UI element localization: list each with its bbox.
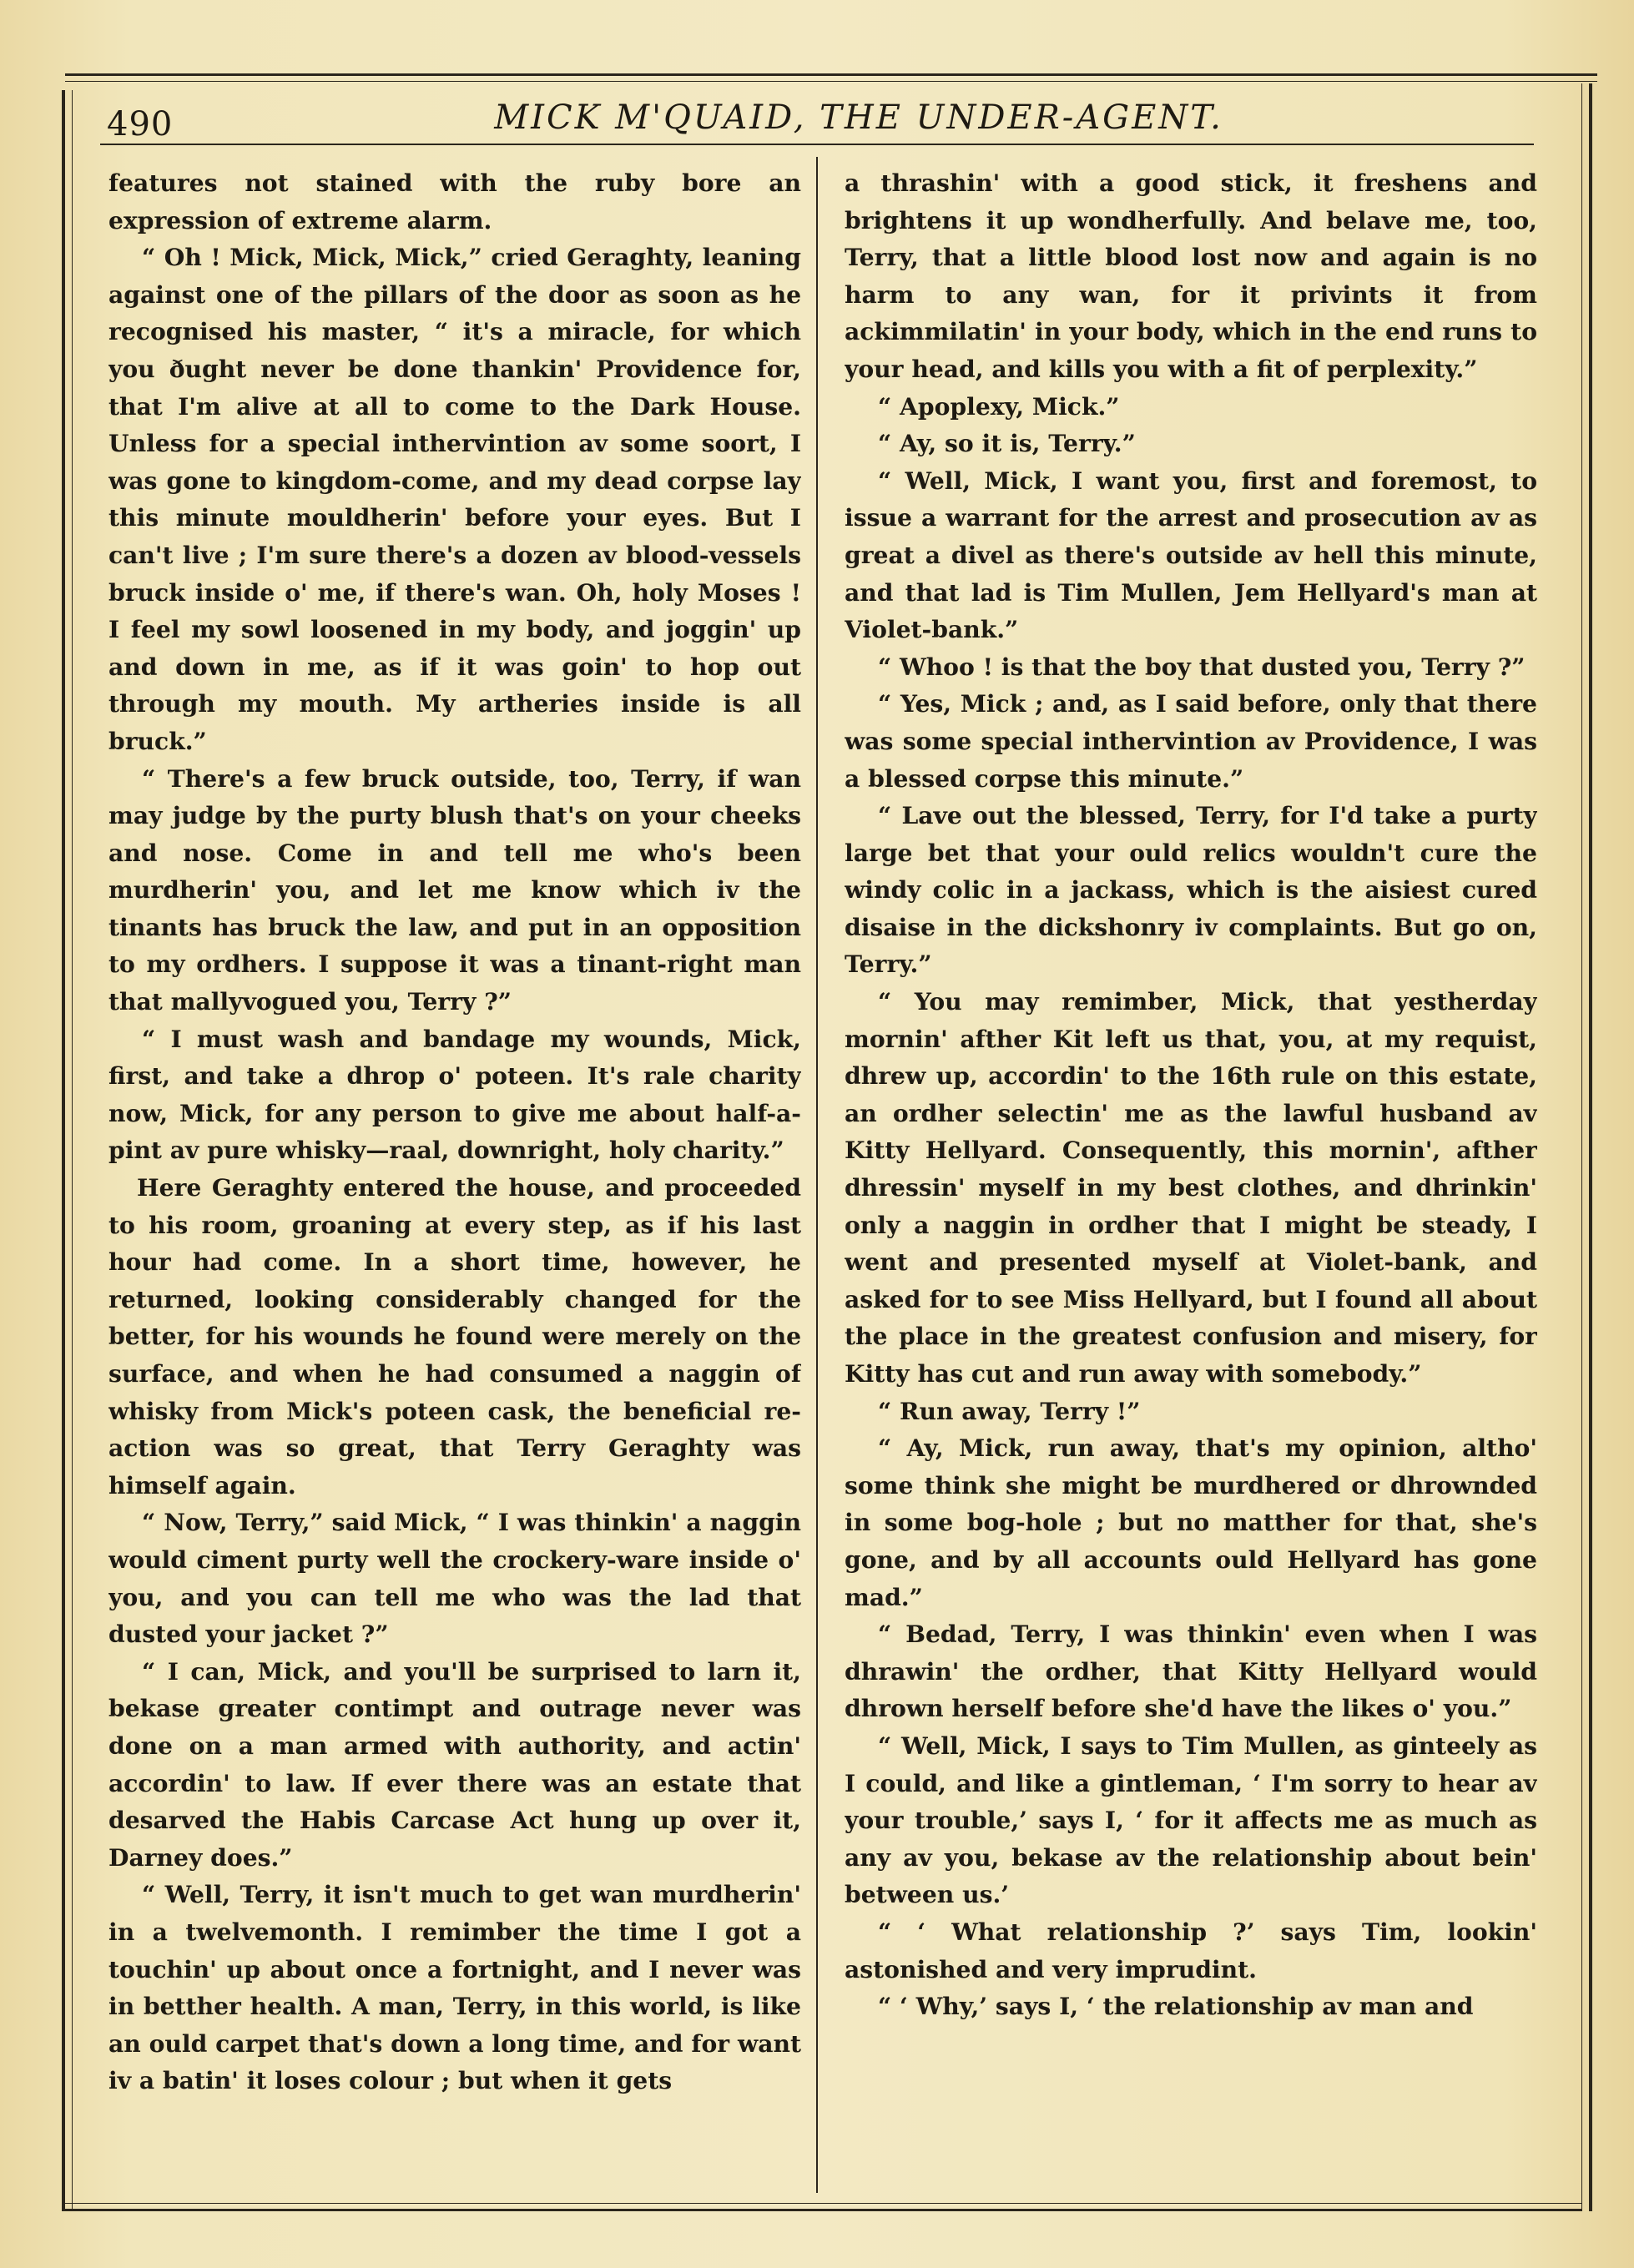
bottom-border-rule [65, 2203, 1582, 2211]
column-divider [816, 157, 818, 2193]
left-border-rule [62, 90, 73, 2211]
paragraph: “ Lave out the blessed, Terry, for I'd take a purty large bet that your ould relics wouldn't cure the windy colic in a jackass, which is the aisiest cured disaise in the dickshonry iv complaints. But go on, Terry.” [845, 802, 1537, 979]
paragraph: Here Geraghty entered the house, and proceeded to his room, groaning at every step, as if his last hour had come. In a short time, however, he returned, looking considerably changed for the better, for his wounds he found were merely on the surface, and when he had consumed a naggin of whisky from Mick's poteen cask, the beneficial re-action was so great, that Terry Geraghty was himself again. [108, 1174, 801, 1499]
paragraph: “ There's a few bruck outside, too, Terry, if wan may judge by the purty blush that's on your cheeks and nose. Come in and tell me who's been murdherin' you, and let me know which iv the tinants has bruck the law, and put in an opposition to my ordhers. I suppose it was a tinant-right man that mallyvogued you, Terry ?” [108, 764, 801, 1016]
paragraph: “ Yes, Mick ; and, as I said before, only that there was some special inthervintion av Providence, I was a blessed corpse this minute.” [845, 690, 1537, 793]
paragraph: a thrashin' with a good stick, it freshens and brightens it up wondherfully. And belave me, too, Terry, that a little blood lost now and again is no harm to any wan, for it privints it from ackimmilatin' in your body, which in the end runs to your head, and kills you with a fit of perplexity.” [845, 169, 1537, 383]
paragraph: “ ‘ What relationship ?’ says Tim, lookin' astonished and very imprudint. [845, 1918, 1537, 1983]
right-column [845, 165, 1537, 2193]
paragraph: “ Ay, so it is, Terry.” [878, 430, 1136, 458]
paragraph: features not stained with the ruby bore an expression of extreme alarm. [108, 169, 801, 234]
paragraph: “ Apoplexy, Mick.” [878, 392, 1120, 421]
paragraph: “ Well, Mick, I want you, first and foremost, to issue a warrant for the arrest and prosecution av as great a divel as there's outside av hell this minute, and that lad is Tim Mullen, Jem Hellyard's man at Violet-bank.” [845, 466, 1537, 644]
paragraph: “ Oh ! Mick, Mick, Mick,” cried Geraghty, leaning against one of the pillars of the door as soon as he recognised his master, “ it's a miracle, for which you ðught never be done thankin' Providence for, that I'm alive at all to come to the Dark House. Unless for a special inthervintion av some soort, I was gone to kingdom-come, and my dead corpse lay this minute mouldherin' before your eyes. But I can't live ; I'm sure there's a dozen av blood-vessels bruck inside o' me, if there's wan. Oh, holy Moses ! I feel my sowl loosened in my body, and joggin' up and down in me, as if it was goin' to hop out through my mouth. My artheries inside is all bruck.” [108, 244, 801, 755]
paragraph: “ I must wash and bandage my wounds, Mick, first, and take a dhrop o' poteen. It's rale charity now, Mick, for any person to give me about half-a-pint av pure whisky—raal, downright, holy charity.” [108, 1025, 801, 1165]
header-rule [100, 144, 1534, 145]
paragraph: “ I can, Mick, and you'll be surprised to larn it, bekase greater contimpt and outrage never was done on a man armed with authority, and actin' accordin' to law. If ever there was an estate that desarved the Habis Carcase Act hung up over it, Darney does.” [108, 1657, 801, 1872]
paragraph: “ ‘ Why,’ says I, ‘ the relationship av man and [878, 1993, 1474, 2021]
top-border-rule [65, 73, 1597, 82]
paragraph: “ Bedad, Terry, I was thinkin' even when I was dhrawin' the ordher, that Kitty Hellyard would dhrown herself before she'd have the likes o' you.” [845, 1620, 1537, 1723]
paragraph: “ Well, Terry, it isn't much to get wan murdherin' in a twelvemonth. I remimber the time I got a touchin' up about once a fortnight, and I never was in betther health. A man, Terry, in this world, is like an ould carpet that's down a long time, and for want iv a batin' it loses colour ; but when it gets [108, 1881, 801, 2095]
running-head: MICK M'QUAID, THE UNDER-AGENT. [494, 98, 1223, 137]
left-column [108, 165, 801, 2193]
right-border-rule [1581, 83, 1592, 2211]
paragraph: “ Whoo ! is that the boy that dusted you, Terry ?” [878, 653, 1526, 681]
paragraph: “ Now, Terry,” said Mick, “ I was thinkin' a naggin would ciment purty well the crockery-ware inside o' you, and you can tell me who was the lad that dusted your jacket ?” [108, 1509, 801, 1649]
paragraph: “ Ay, Mick, run away, that's my opinion, altho' some think she might be murdhered or dhrownded in some bog-hole ; but no matther for that, she's gone, and by all accounts ould Hellyard has gone mad.” [845, 1434, 1537, 1611]
paragraph: “ You may remimber, Mick, that yestherday mornin' afther Kit left us that, you, at my requist, dhrew up, accordin' to the 16th rule on this estate, an ordher selectin' me as the lawful husband av Kitty Hellyard. Consequently, this mornin', afther dhressin' myself in my best clothes, and dhrinkin' only a naggin in ordher that I might be steady, I went and presented myself at Violet-bank, and asked for to see Miss Hellyard, but I found all about the place in the greatest confusion and misery, for Kitty has cut and run away with somebody.” [845, 988, 1537, 1388]
paragraph: “ Run away, Terry !” [878, 1397, 1141, 1425]
paragraph: “ Well, Mick, I says to Tim Mullen, as ginteely as I could, and like a gintleman, ‘ I'm sorry to hear av your trouble,’ says I, ‘ for it affects me as much as any av you, bekase av the relationship about bein' between us.’ [845, 1731, 1537, 1909]
page-number: 490 [107, 105, 174, 144]
